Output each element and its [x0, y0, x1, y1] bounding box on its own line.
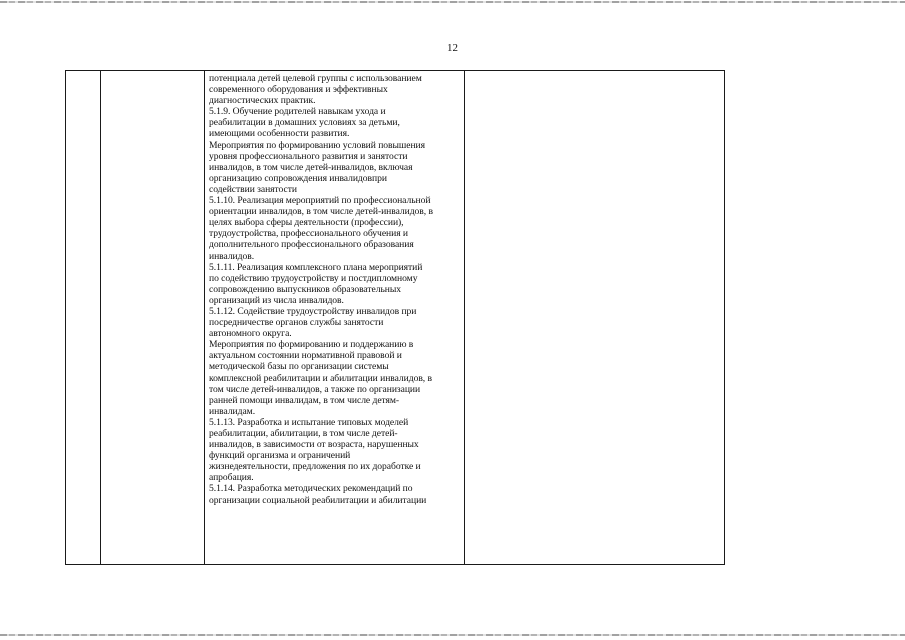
text-line: сопровождению выпускников образовательных — [209, 283, 402, 295]
text-line: 5.1.11. Реализация комплексного плана мероприятий — [209, 261, 423, 273]
text-line: 5.1.12. Содействие трудоустройству инвалидов при — [209, 305, 417, 317]
text-line: 5.1.13. Разработка и испытание типовых моделей — [209, 416, 409, 428]
text-line: 5.1.10. Реализация мероприятий по профессиональной — [209, 195, 431, 207]
table-cell-notes — [465, 71, 725, 565]
table-cell-index — [66, 71, 101, 565]
measures-text — [205, 71, 464, 506]
text-line: ориентации инвалидов, в том числе детей-инвалидов, в — [209, 206, 433, 218]
text-line: функций организма и ограничений — [209, 450, 351, 462]
page-number: 12 — [447, 42, 458, 54]
text-line: инвалидов. — [209, 250, 255, 262]
text-line: целях выбора сферы деятельности (профессии), — [209, 217, 404, 229]
text-line: инвалидов, в том числе детей-инвалидов, включая — [209, 161, 413, 173]
text-line: посредничестве органов службы занятости — [209, 317, 384, 329]
text-line: организации социальной реабилитации и абилитации — [209, 494, 427, 506]
text-line: по содействию трудоустройству и постдипломному — [209, 272, 418, 284]
text-line: 5.1.9. Обучение родителей навыкам ухода и — [209, 106, 386, 118]
program-measures-table — [65, 70, 725, 565]
text-line: инвалидам. — [209, 405, 256, 417]
text-line: апробация. — [209, 472, 254, 484]
table-cell-measures — [205, 71, 465, 565]
text-line: автономного округа. — [209, 328, 292, 340]
text-line: трудоустройства, профессионального обучения и — [209, 228, 408, 240]
text-line: 5.1.14. Разработка методических рекомендаций по — [209, 483, 413, 495]
text-line: ранней помощи инвалидам, в том числе детям- — [209, 394, 400, 406]
text-line: диагностических практик. — [209, 95, 316, 107]
scan-edge-top — [0, 1, 905, 3]
text-line: том числе детей-инвалидов, а также по организации — [209, 383, 421, 395]
scan-edge-bottom — [0, 634, 905, 636]
text-line: уровня профессионального развития и занятости — [209, 150, 408, 162]
text-line: методической базы по организации системы — [209, 361, 389, 373]
table-row — [66, 71, 725, 565]
text-line: Мероприятия по формированию условий повышения — [209, 139, 425, 151]
text-line: современного оборудования и эффективных — [209, 84, 388, 96]
text-line: комплексной реабилитации и абилитации инвалидов, в — [209, 372, 432, 384]
text-line: организацию сопровождения инвалидовпри — [209, 172, 387, 184]
text-line: содействии занятости — [209, 183, 297, 195]
text-line: Мероприятия по формированию и поддержанию в — [209, 339, 414, 351]
text-line: реабилитации в домашних условиях за детьми, — [209, 117, 400, 129]
text-line: реабилитации, абилитации, в том числе детей- — [209, 428, 398, 439]
text-line: жизнедеятельности, предложения по их доработке и — [209, 461, 421, 473]
table-cell-section — [101, 71, 205, 565]
text-line: имеющими особенности развития. — [209, 128, 350, 140]
text-line: потенциала детей целевой группы с использованием — [209, 73, 422, 84]
text-line: организаций из числа инвалидов. — [209, 294, 344, 306]
text-line: актуальном состоянии нормативной правовой и — [209, 350, 402, 362]
text-line: инвалидов, в зависимости от возраста, нарушенных — [209, 439, 419, 451]
text-line: дополнительного профессионального образования — [209, 239, 414, 251]
